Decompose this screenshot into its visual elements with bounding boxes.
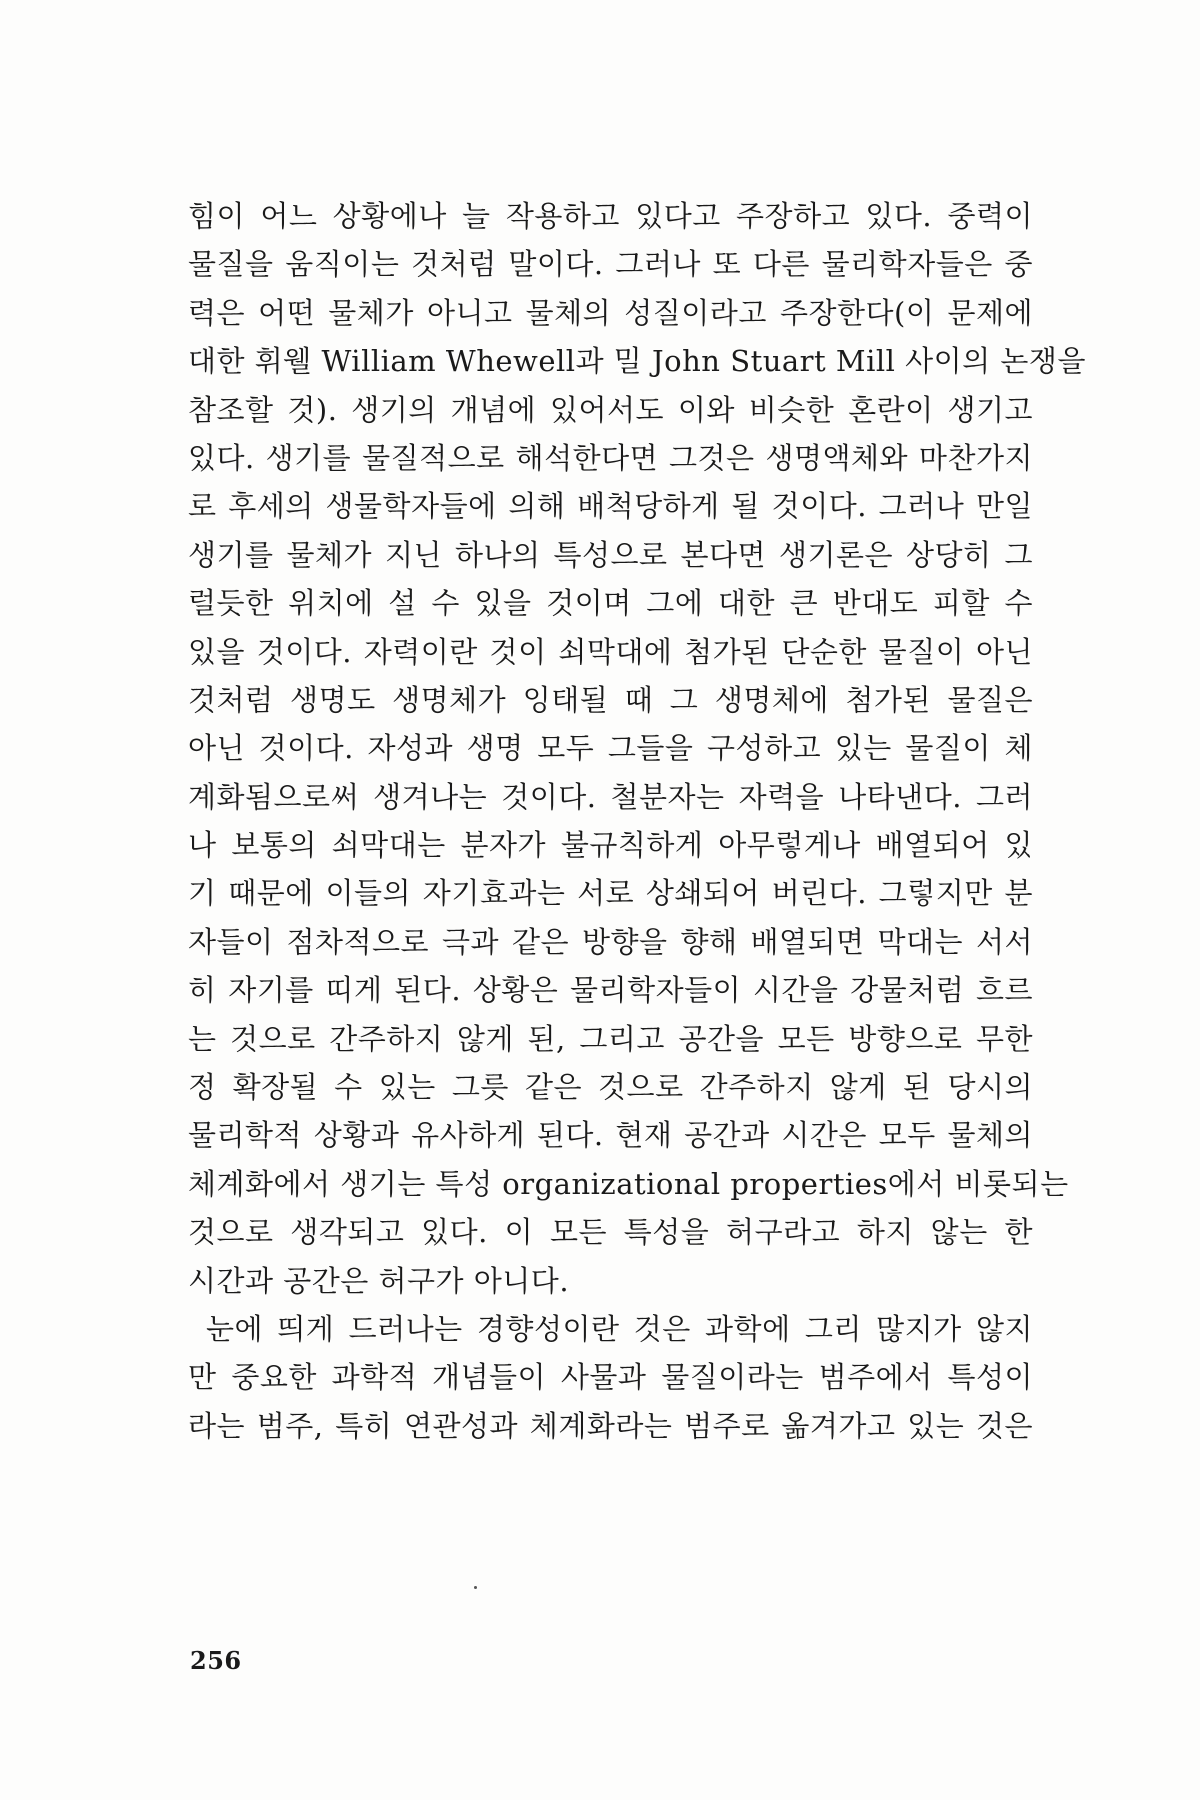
print-speck xyxy=(474,1586,477,1589)
text-line: 자들이 점차적으로 극과 같은 방향을 향해 배열되면 막대는 서서 xyxy=(188,924,1033,959)
text-line: 물리학적 상황과 유사하게 된다. 현재 공간과 시간은 모두 물체의 xyxy=(188,1118,1033,1153)
text-line: 것처럼 생명도 생명체가 잉태될 때 그 생명체에 첨가된 물질은 xyxy=(188,682,1033,717)
text-line: 히 자기를 띠게 된다. 상황은 물리학자들이 시간을 강물처럼 흐르 xyxy=(188,973,1033,1008)
text-line: 참조할 것). 생기의 개념에 있어서도 이와 비슷한 혼란이 생기고 xyxy=(188,392,1033,427)
text-line: 기 때문에 이들의 자기효과는 서로 상쇄되어 버린다. 그렇지만 분 xyxy=(188,876,1033,911)
body-text xyxy=(188,192,1086,1450)
text-line: 대한 휘웰 William Whewell과 밀 John Stuart Mill 사이의 논쟁을 xyxy=(188,344,1086,379)
text-line: 만 중요한 과학적 개념들이 사물과 물질이라는 범주에서 특성이 xyxy=(188,1360,1033,1395)
text-line: 럴듯한 위치에 설 수 있을 것이며 그에 대한 큰 반대도 피할 수 xyxy=(188,586,1033,621)
text-line: 로 후세의 생물학자들에 의해 배척당하게 될 것이다. 그러나 만일 xyxy=(188,489,1033,524)
text-line: 는 것으로 간주하지 않게 된, 그리고 공간을 모든 방향으로 무한 xyxy=(188,1021,1033,1056)
text-line: 력은 어떤 물체가 아니고 물체의 성질이라고 주장한다(이 문제에 xyxy=(188,295,1033,330)
text-line: 계화됨으로써 생겨나는 것이다. 철분자는 자력을 나타낸다. 그러 xyxy=(188,779,1033,814)
paragraph-start-line: 눈에 띄게 드러나는 경향성이란 것은 과학에 그리 많지가 않지 xyxy=(206,1311,1033,1346)
text-line: 아닌 것이다. 자성과 생명 모두 그들을 구성하고 있는 물질이 체 xyxy=(188,731,1033,766)
text-line: 것으로 생각되고 있다. 이 모든 특성을 허구라고 하지 않는 한 xyxy=(188,1215,1033,1250)
text-line: 물질을 움직이는 것처럼 말이다. 그러나 또 다른 물리학자들은 중 xyxy=(188,247,1033,282)
text-line: 있다. 생기를 물질적으로 해석한다면 그것은 생명액체와 마찬가지 xyxy=(188,440,1033,475)
text-line: 있을 것이다. 자력이란 것이 쇠막대에 첨가된 단순한 물질이 아닌 xyxy=(188,634,1033,669)
text-line: 생기를 물체가 지닌 하나의 특성으로 본다면 생기론은 상당히 그 xyxy=(188,537,1033,572)
text-line: 정 확장될 수 있는 그릇 같은 것으로 간주하지 않게 된 당시의 xyxy=(188,1070,1033,1105)
text-line: 힘이 어느 상황에나 늘 작용하고 있다고 주장하고 있다. 중력이 xyxy=(188,199,1033,233)
paragraph-end-line: 시간과 공간은 허구가 아니다. xyxy=(188,1263,570,1298)
text-line: 나 보통의 쇠막대는 분자가 불규칙하게 아무렇게나 배열되어 있 xyxy=(188,828,1033,863)
text-line: 체계화에서 생기는 특성 organizational properties에서 비롯되는 xyxy=(188,1166,1069,1201)
page-number: 256 xyxy=(190,1646,242,1675)
text-line: 라는 범주, 특히 연관성과 체계화라는 범주로 옮겨가고 있는 것은 xyxy=(188,1408,1033,1443)
